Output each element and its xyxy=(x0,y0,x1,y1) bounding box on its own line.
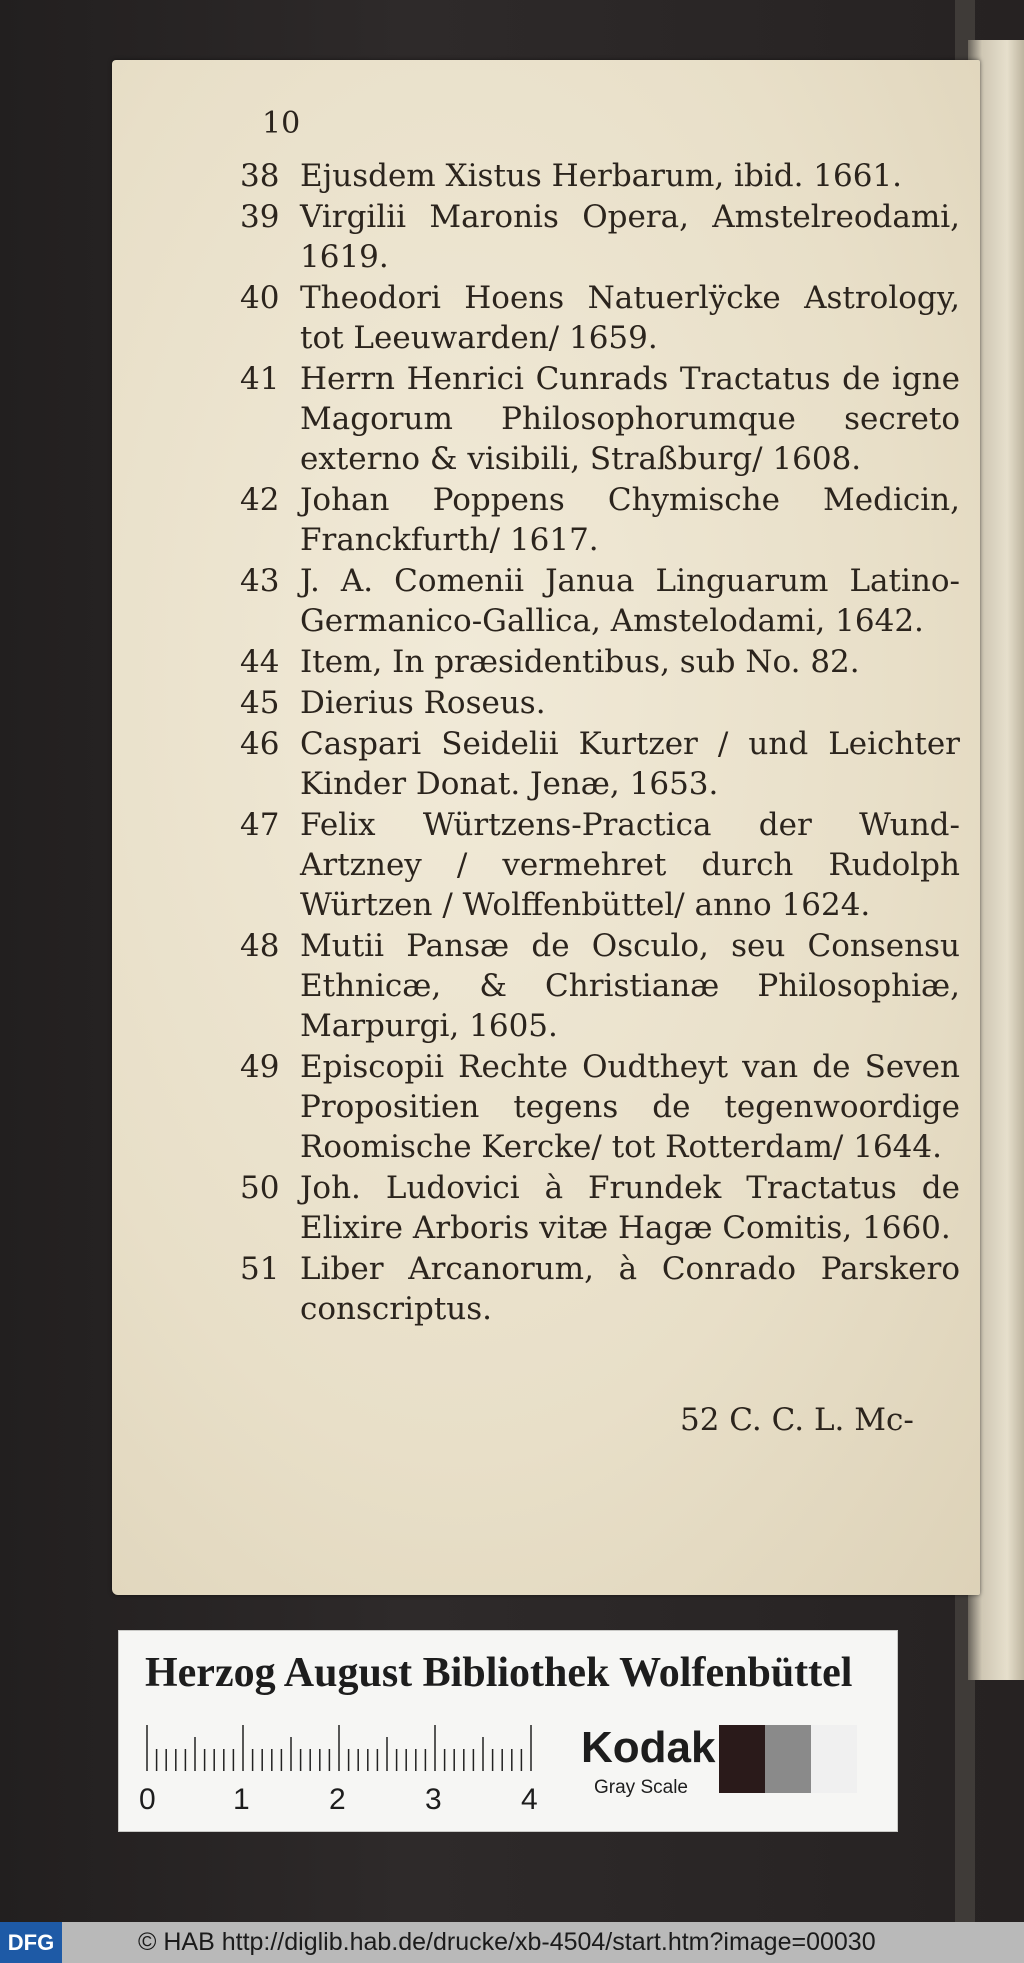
ruler-label-2: 2 xyxy=(329,1783,346,1816)
catalog-entry xyxy=(240,156,960,196)
dfg-logo: DFG xyxy=(0,1922,62,1963)
entry-number: 50 xyxy=(240,1170,280,1206)
swatch-mid xyxy=(765,1725,811,1793)
entry-text: Theodori Hoens Natuerlÿcke Astrology, tot Leeuwarden/ 1659. xyxy=(300,280,960,356)
entry-number: 49 xyxy=(240,1049,280,1085)
entry-number: 42 xyxy=(240,482,280,518)
catalog-entry-list xyxy=(240,156,960,1330)
entry-text: Liber Arcanorum, à Conrado Parskero conscriptus. xyxy=(300,1251,960,1327)
entry-number: 48 xyxy=(240,928,280,964)
entry-number: 40 xyxy=(240,280,280,316)
entry-number: 51 xyxy=(240,1251,280,1287)
entry-text: Virgilii Maronis Opera, Amstelreodami, 1619. xyxy=(300,199,960,275)
color-target-card xyxy=(118,1630,898,1832)
ruler-label-4: 4 xyxy=(521,1783,538,1816)
catalog-entry xyxy=(240,1168,960,1248)
catalog-entry xyxy=(240,724,960,804)
entry-number: 44 xyxy=(240,644,280,680)
entry-number: 41 xyxy=(240,361,280,397)
catalog-entry xyxy=(240,278,960,358)
entry-number: 45 xyxy=(240,685,280,721)
entry-text: Caspari Seidelii Kurtzer / und Leichter Kinder Donat. Jenæ, 1653. xyxy=(300,726,960,802)
catalog-entry xyxy=(240,805,960,925)
footer-bar xyxy=(0,1922,1024,1963)
copyright-url: © HAB http://diglib.hab.de/drucke/xb-4504/start.htm?image=00030 xyxy=(138,1928,876,1956)
entry-text: Episcopii Rechte Oudtheyt van de Seven Propositien tegens de tegenwoordige Roomische Kercke/ tot Rotterdam/ 1644. xyxy=(300,1049,960,1165)
entry-text: Ejusdem Xistus Herbarum, ibid. 1661. xyxy=(300,158,903,194)
entry-text: Joh. Ludovici à Frundek Tractatus de Elixire Arboris vitæ Hagæ Comitis, 1660. xyxy=(300,1170,960,1246)
entry-text: Felix Würtzens-Practica der Wund-Artzney / vermehret durch Rudolph Würtzen / Wolffenbüttel/ anno 1624. xyxy=(300,807,960,923)
gray-scale-label: Gray Scale xyxy=(594,1777,688,1798)
swatch-light xyxy=(811,1725,857,1793)
entry-text: Herrn Henrici Cunrads Tractatus de igne Magorum Philosophorumque secreto externo & visibili, Straßburg/ 1608. xyxy=(300,361,960,477)
entry-text: Mutii Pansæ de Osculo, seu Consensu Ethnicæ, & Christianæ Philosophiæ, Marpurgi, 1605. xyxy=(300,928,960,1044)
entry-text: Dierius Roseus. xyxy=(300,685,546,721)
catalog-entry xyxy=(240,1249,960,1329)
catalog-entry xyxy=(240,359,960,479)
catalog-entry xyxy=(240,926,960,1046)
ruler-label-3: 3 xyxy=(425,1783,442,1816)
catalog-entry xyxy=(240,561,960,641)
swatch-dark xyxy=(719,1725,765,1793)
entry-number: 43 xyxy=(240,563,280,599)
catalog-entry xyxy=(240,683,960,723)
entry-text: Johan Poppens Chymische Medicin, Franckfurth/ 1617. xyxy=(300,482,960,558)
page-number: 10 xyxy=(262,106,301,141)
library-name: Herzog August Bibliothek Wolfenbüttel xyxy=(145,1650,853,1696)
catalog-entry xyxy=(240,1047,960,1167)
catalog-entry xyxy=(240,480,960,560)
kodak-logo: Kodak xyxy=(581,1723,716,1772)
entry-number: 38 xyxy=(240,158,280,194)
entry-text: Item, In præsidentibus, sub No. 82. xyxy=(300,644,860,680)
entry-number: 39 xyxy=(240,199,280,235)
ruler-label-0: 0 xyxy=(139,1783,156,1816)
catalog-entry xyxy=(240,642,960,682)
entry-number: 47 xyxy=(240,807,280,843)
catalog-entry xyxy=(240,197,960,277)
ruler-label-1: 1 xyxy=(233,1783,250,1816)
measurement-ruler xyxy=(145,1723,565,1773)
catchword: 52 C. C. L. Mc- xyxy=(680,1402,914,1438)
entry-number: 46 xyxy=(240,726,280,762)
entry-text: J. A. Comenii Janua Linguarum Latino-Germanico-Gallica, Amstelodami, 1642. xyxy=(300,563,960,639)
